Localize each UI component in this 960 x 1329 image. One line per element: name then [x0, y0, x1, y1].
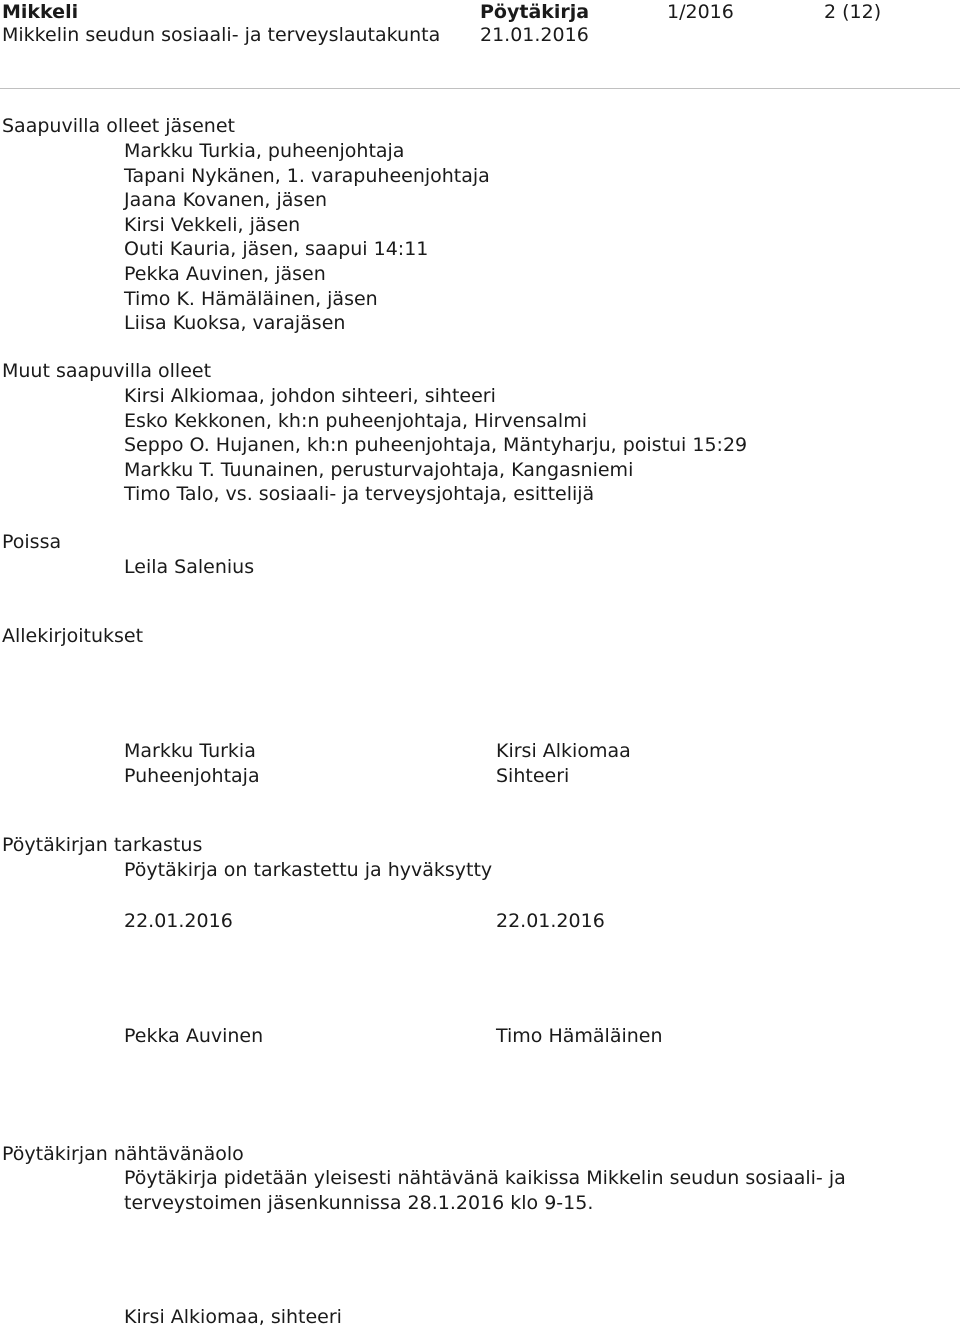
list-item: Timo Talo, vs. sosiaali- ja terveysjohtaja, esittelijä [124, 483, 595, 506]
review-date-left: 22.01.2016 [124, 910, 233, 932]
present-members-label: Saapuvilla olleet jäsenet [2, 115, 235, 137]
list-item: Esko Kekkonen, kh:n puheenjohtaja, Hirvensalmi [124, 409, 587, 432]
review-date-right: 22.01.2016 [496, 910, 605, 932]
other-present-label: Muut saapuvilla olleet [2, 360, 212, 382]
list-item: Markku Turkia, puheenjohtaja [124, 140, 405, 162]
present-members-list [124, 139, 490, 336]
list-item: Liisa Kuoksa, varajäsen [124, 312, 346, 335]
list-item: Timo K. Hämäläinen, jäsen [124, 287, 378, 310]
absent-label: Poissa [2, 531, 62, 553]
review-label: Pöytäkirjan tarkastus [2, 834, 203, 856]
meeting-date: 21.01.2016 [480, 24, 589, 46]
page-number: 2 (12) [824, 1, 882, 23]
signatures-label: Allekirjoitukset [2, 625, 144, 647]
chair-name: Markku Turkia [124, 740, 256, 762]
review-statement: Pöytäkirja on tarkastettu ja hyväksytty [124, 859, 493, 881]
absent-item: Leila Salenius [124, 556, 255, 578]
document-type: Pöytäkirja [480, 1, 590, 23]
list-item: Markku T. Tuunainen, perusturvajohtaja, Kangasniemi [124, 458, 634, 481]
list-item: Jaana Kovanen, jäsen [124, 189, 328, 212]
list-item: Tapani Nykänen, 1. varapuheenjohtaja [124, 164, 490, 187]
board-name: Mikkelin seudun sosiaali- ja terveyslautakunta [2, 24, 441, 46]
list-item: Outi Kauria, jäsen, saapui 14:11 [124, 238, 429, 261]
display-signer: Kirsi Alkiomaa, sihteeri [124, 1306, 342, 1328]
list-item: Seppo O. Hujanen, kh:n puheenjohtaja, Mäntyharju, poistui 15:29 [124, 434, 748, 457]
header-divider [0, 88, 960, 89]
secretary-name: Kirsi Alkiomaa [496, 740, 631, 762]
other-present-list [124, 384, 747, 507]
reviewer-left: Pekka Auvinen [124, 1025, 264, 1047]
chair-title: Puheenjohtaja [124, 765, 260, 787]
list-item: Pekka Auvinen, jäsen [124, 262, 326, 285]
meeting-number: 1/2016 [667, 1, 734, 23]
reviewer-right: Timo Hämäläinen [496, 1025, 663, 1047]
secretary-title: Sihteeri [496, 765, 570, 787]
display-label: Pöytäkirjan nähtävänäolo [2, 1143, 244, 1165]
list-item: Kirsi Vekkeli, jäsen [124, 213, 301, 236]
list-item: Kirsi Alkiomaa, johdon sihteeri, sihteeri [124, 385, 496, 407]
display-text: Pöytäkirja pidetään yleisesti nähtävänä kaikissa Mikkelin seudun sosiaali- ja terveystoimen jäsenkunnissa 28.1.2016 klo 9-15. [124, 1167, 846, 1214]
organization-name: Mikkeli [2, 1, 79, 23]
